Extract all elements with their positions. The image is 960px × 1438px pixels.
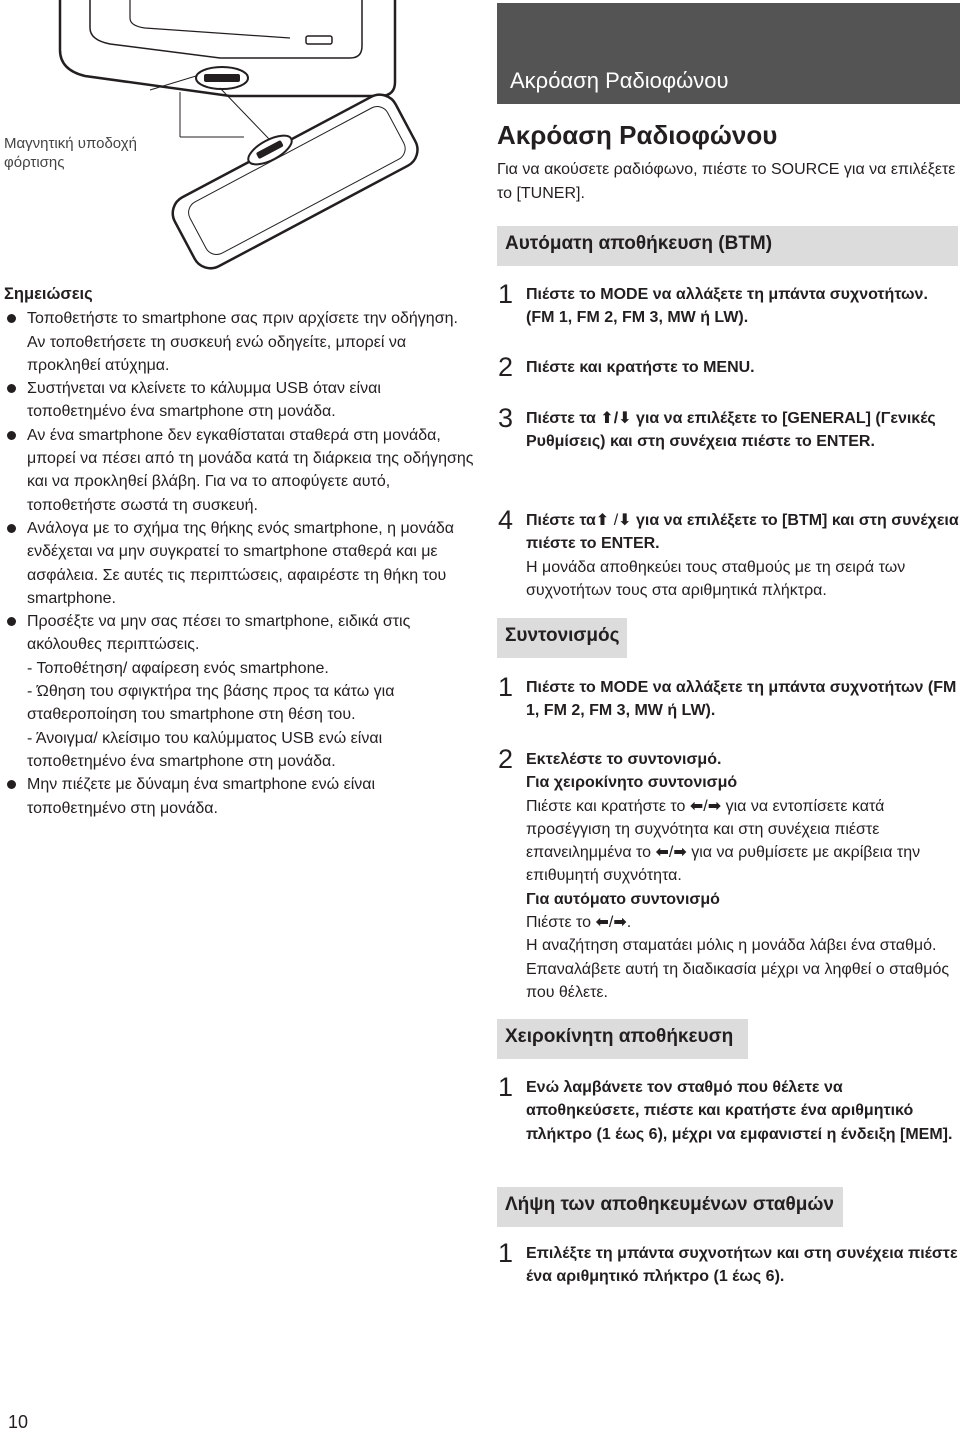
step-text: Επιλέξτε τη μπάντα συχνοτήτων και στη συνέχεια πιέστε ένα αριθμητικό πλήκτρο (1 έως 6). [526, 1245, 958, 1286]
up-arrow-icon: ⬆ [595, 512, 610, 529]
page-number: 10 [8, 1412, 29, 1432]
bullet-icon [7, 384, 16, 393]
note-subitem: - Τοποθέτηση/ αφαίρεση ενός smartphone. [27, 659, 329, 677]
step-text: Πιέστε τα ⬆/⬇ για να επιλέξετε το [GENERAL] (Γενικές Ρυθμίσεις) και στη συνέχεια πιέστε το ENTER. [526, 407, 959, 454]
note-subitem: - Ώθηση του σφιγκτήρα της βάσης προς τα κάτω για σταθεροποίηση του smartphone στη θέση του. [27, 683, 395, 724]
step-number: 1 [498, 1072, 514, 1102]
note-item: Προσέξτε να μην σας πέσει το smartphone, ειδικά στις ακόλουθες περιπτώσεις. - Τοποθέτηση/ αφαίρεση ενός smartphone. - Ώθηση του σφιγκτήρα της βάσης προς τα κάτω για σταθεροποίηση του smartphone στη θέση του. - Άνοιγμα/ κλείσιμο του καλύμματος USB ενώ είναι τοποθετημένο ένα smartphone στη μονάδα. [4, 610, 474, 773]
step-number: 1 [498, 672, 514, 702]
left-arrow-icon: ⬅ [655, 844, 669, 862]
bullet-icon [7, 431, 16, 440]
notes-title: Σημειώσεις [4, 285, 93, 303]
bullet-icon [7, 617, 16, 626]
right-arrow-icon: ➡ [613, 914, 627, 932]
note-item: Μην πιέζετε με δύναμη ένα smartphone ενώ είναι τοποθετημένο στη μονάδα. [4, 773, 474, 820]
section-title-manual-store: Χειροκίνητη αποθήκευση [497, 1019, 748, 1059]
step-text: Πιέστε το MODE να αλλάξετε τη μπάντα συχνοτήτων (FM 1, FM 2, FM 3, MW ή LW). [526, 679, 957, 720]
step-number: 1 [498, 1238, 514, 1268]
section-title-tuning: Συντονισμός [497, 618, 627, 658]
step-manual-store-1 [497, 1072, 959, 1146]
down-arrow-icon: ⬇ [618, 512, 632, 529]
intro-text: Για να ακούσετε ραδιόφωνο, πιέστε το SOURCE για να επιλέξετε το [TUNER]. [497, 161, 956, 202]
note-item: Συστήνεται να κλείνετε το κάλυμμα USB όταν είναι τοποθετημένο ένα smartphone στη μονάδα. [4, 377, 474, 424]
step-btm-2 [497, 352, 959, 382]
note-item: Ανάλογα με το σχήμα της θήκης ενός smartphone, η μονάδα ενδέχεται να μην συγκρατεί το smartphone σταθερά και με ασφάλεια. Σε αυτές τις περιπτώσεις, αφαιρέστε τη θήκη του smartphone. [4, 517, 474, 610]
step-btm-3 [497, 403, 959, 454]
notes-block [4, 283, 474, 820]
step-text: Πιέστε και κρατήστε το MENU. [526, 359, 755, 376]
step-number: 2 [498, 744, 514, 774]
step-note: Η μονάδα αποθηκεύει τους σταθμούς με τη σειρά των συχνοτήτων τους στα αριθμητικά πλήκτρα. [526, 558, 906, 599]
left-arrow-icon: ⬅ [689, 797, 704, 815]
step-btm-1 [497, 279, 959, 330]
illustration-caption: Μαγνητική υποδοχή φόρτισης [4, 135, 137, 171]
right-arrow-icon: ➡ [707, 797, 722, 815]
section-header-bar [497, 3, 960, 104]
left-arrow-icon: ⬅ [595, 914, 609, 932]
bullet-icon [7, 780, 16, 789]
step-number: 3 [498, 403, 514, 433]
step-tuning-2 [497, 744, 959, 1004]
step-recall-1 [497, 1238, 959, 1289]
step-number: 2 [498, 352, 514, 382]
note-item: Τοποθετήστε το smartphone σας πριν αρχίσετε την οδήγηση. Αν τοποθετήσετε τη συσκευή ενώ οδηγείτε, μπορεί να προκληθεί ατύχημα. [4, 307, 474, 377]
header-title: Ακρόαση Ραδιοφώνου [510, 68, 729, 93]
step-text: Εκτελέστε το συντονισμό. Για χειροκίνητο συντονισμό Πιέστε και κρατήστε το ⬅/➡ για να εντοπίσετε κατά προσέγγιση τη συχνότητα και στη συνέχεια πιέστε επανειλημμένα το ⬅/➡ για να ρυθμίσετε με ακρίβεια την επιθυμητή συχνότητα. Για αυτόματο συντονισμό Πιέστε το ⬅/➡. Η αναζήτηση σταματάει μόλις η μονάδα λάβει ένα σταθμό. Επαναλάβετε αυτή τη διαδικασία μέχρι να ληφθεί ο σταθμός που θέλετε. [526, 748, 959, 1004]
step-text: Ενώ λαμβάνετε τον σταθμό που θέλετε να αποθηκεύσετε, πιέστε και κρατήστε ένα αριθμητικό πλήκτρο (1 έως 6), μέχρι να εμφανιστεί η ένδειξη [MEM]. [526, 1079, 953, 1143]
bullet-icon [7, 524, 16, 533]
step-text: Πιέστε τα⬆ /⬇ για να επιλέξετε το [BTM] και στη συνέχεια πιέστε το ENTER. Η μονάδα αποθηκεύει τους σταθμούς με τη σειρά των συχνοτήτων τους στα αριθμητικά πλήκτρα. [526, 509, 959, 602]
page-title: Ακρόαση Ραδιοφώνου [497, 120, 778, 150]
note-subitem: - Άνοιγμα/ κλείσιμο του καλύμματος USB ενώ είναι τοποθετημένο ένα smartphone στη μονάδα. [27, 729, 383, 770]
auto-tuning-note: Η αναζήτηση σταματάει μόλις η μονάδα λάβει ένα σταθμό. Επαναλάβετε αυτή τη διαδικασία μέχρι να ληφθεί ο σταθμός που θέλετε. [526, 937, 950, 1001]
section-title-btm: Αυτόματη αποθήκευση (BTM) [497, 226, 958, 266]
right-arrow-icon: ➡ [673, 844, 687, 862]
manual-tuning-heading: Για χειροκίνητο συντονισμό [526, 774, 738, 792]
step-number: 1 [498, 279, 514, 309]
step-tuning-1 [497, 672, 959, 723]
note-item: Αν ένα smartphone δεν εγκαθίσταται σταθερά στη μονάδα, μπορεί να πέσει από τη μονάδα κατά τη διάρκεια της οδήγησης και να προκληθεί βλάβη. Για να το αποφύγετε αυτό, τοποθετήστε σωστά τη συσκευή. [4, 424, 474, 517]
auto-tuning-heading: Για αυτόματο συντονισμό [526, 890, 720, 908]
bullet-icon [7, 314, 16, 323]
down-arrow-icon: ⬇ [618, 410, 632, 427]
step-btm-4 [497, 505, 959, 602]
step-text: Πιέστε το MODE να αλλάξετε τη μπάντα συχνοτήτων. (FM 1, FM 2, FM 3, MW ή LW). [526, 286, 928, 327]
step-number: 4 [498, 505, 514, 535]
up-arrow-icon: ⬆ [600, 410, 614, 427]
section-title-recall: Λήψη των αποθηκευμένων σταθμών [497, 1187, 843, 1227]
